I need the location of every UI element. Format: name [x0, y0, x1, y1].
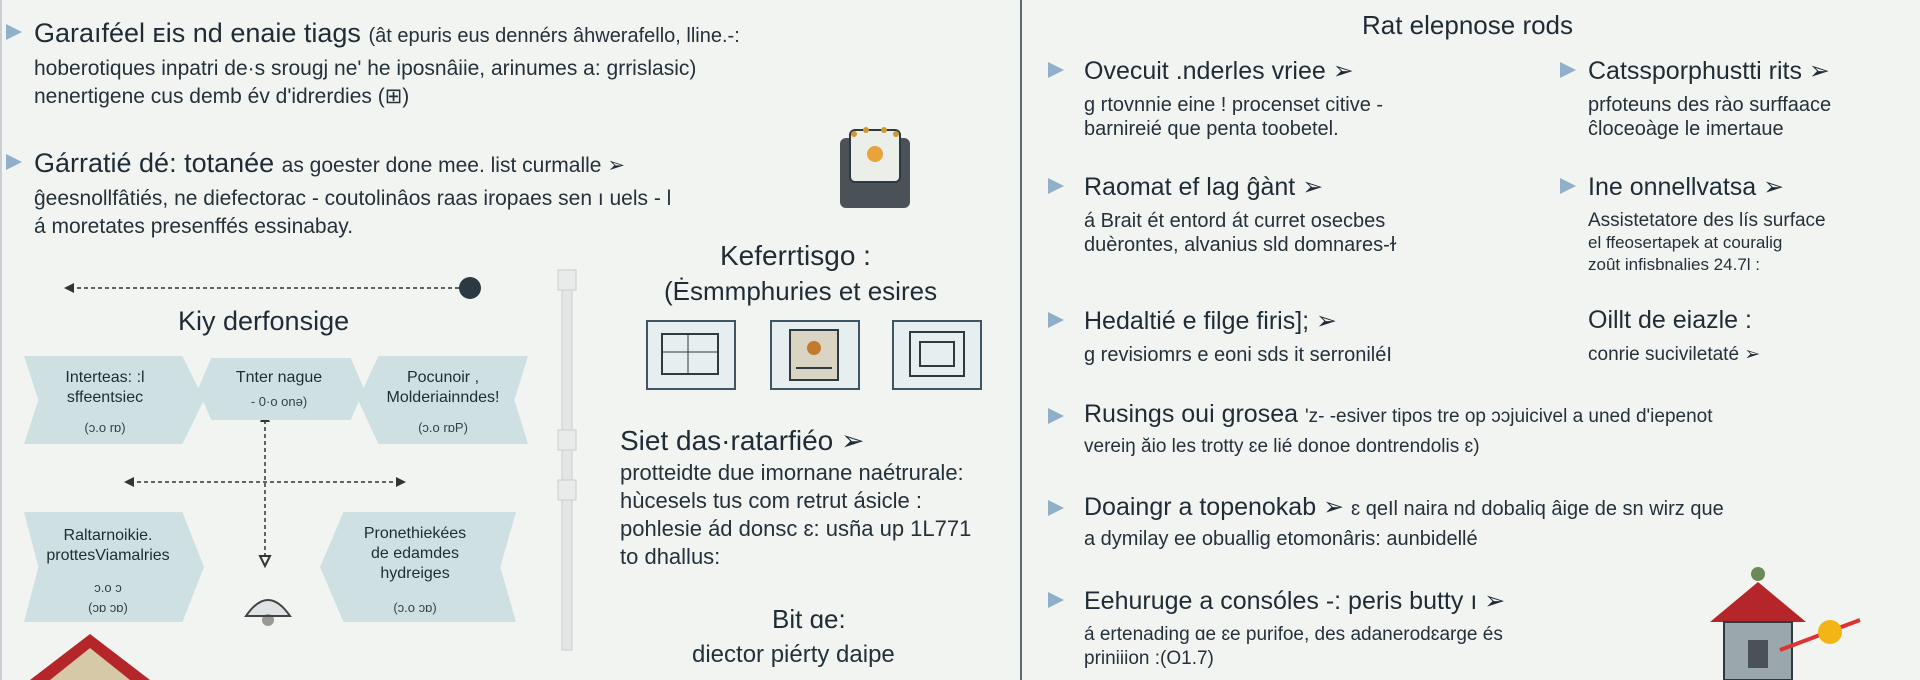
right-title: Rat elepnose rods [1362, 10, 1574, 40]
diagram-title: Kiy derfonsige [178, 306, 350, 336]
right-item-2-line-1: prfoteuns des rào surffaace [1588, 94, 1832, 116]
left-block1-line-1: hoberotiques inpatri de·s srougj ne' he iposnâiie, arinumes a: grrislasic) [34, 57, 697, 80]
bullet-flag-icon [1048, 178, 1066, 192]
right-item-7-heading: Rusings oui grosea 'z- -esiver tipos tre op ɔɔjuicivel a uned d'iepenot [1084, 400, 1713, 428]
pillar-decoration [548, 260, 588, 660]
diagram-box-3-sub: (ɔ.o rɒP) [418, 420, 468, 435]
schematic-icon-3 [892, 320, 982, 390]
schematic-icon-1 [646, 320, 736, 390]
right-item-8-heading: Doaingr a topenokab ➢ ɛ qeIl naira nd dobaliq âige de sn wirz que [1084, 493, 1724, 521]
left-block2-heading: Gárratié dé: totanée as goester done mee. list curmalle ➢ [34, 148, 625, 178]
schematic-icon-2 [770, 320, 860, 390]
diagram-box-5-sub: (ɔ.o ɔɒ) [393, 600, 437, 615]
right-item-8-heading-tail: ɛ qeIl naira nd dobaliq âige de sn wirz que [1350, 498, 1724, 520]
diagram-box-4-label: Raltarnoikie. prottesViamalries [46, 527, 170, 564]
left-block2-line-2: á moretates presenffés essinabay. [34, 215, 354, 238]
siet-line-1: protteidte due imornane naétrurale: [620, 460, 964, 485]
bullet-flag-icon [1048, 408, 1066, 422]
siet-line-4: to dhallus: [620, 544, 721, 569]
right-item-3-line-1: á Brait ét entord át curret osecbes [1084, 210, 1386, 232]
right-item-4-heading: Ine onnellvatsa ➢ [1588, 173, 1785, 201]
left-divider [1020, 0, 1022, 680]
bullet-flag-icon [1048, 592, 1066, 606]
right-item-7-line-1: vereiŋ ăio les trotty ɛe lié donoe dontrendolis ɛ) [1084, 436, 1480, 457]
right-item-6-heading: Oillt de eiazle : [1588, 306, 1752, 334]
birdhouse-icon [1690, 560, 1870, 680]
diagram-box-1-sub: (ɔ.o rɒ) [84, 420, 126, 435]
house-roof-icon [30, 630, 150, 680]
bullet-flag-icon [6, 24, 24, 38]
kef-subtitle: (Ėsmmphuries et esires [664, 276, 938, 306]
right-item-2-line-2: ĉloceoàge le imertaue [1588, 118, 1784, 140]
right-item-3-heading: Raomat ef lag ĝànt ➢ [1084, 173, 1324, 201]
top-left-divider [0, 0, 2, 680]
diagram-box-2-sub: - 0·o onə) [250, 394, 308, 409]
right-item-9-line-2: priniiion :(O1.7) [1084, 648, 1214, 669]
kiosk-icon [830, 120, 920, 220]
bullet-flag-icon [1560, 62, 1578, 76]
right-item-4-line-3: zoût infisbnalies 24.7l : [1588, 255, 1760, 274]
siet-line-2: hùcesels tus com retrut ásicle : [620, 488, 923, 513]
right-item-1-line-2: barnireié que penta toobetel. [1084, 118, 1339, 140]
right-item-3-line-2: duèrontes, alvanius sld domnares-ɫ [1084, 234, 1397, 256]
diagram-box-3-label: Pocunoir , Molderiainndes! [386, 369, 500, 406]
left-block2-line-1: ĝeesnollfâtiés, ne diefectorac - coutolinâos raas iropaes sen ı uels - l [34, 187, 672, 210]
diagram-box-1-label: Interteas: :l sffeentsiec [65, 369, 145, 406]
left-block1-heading-tail: (ât epuris eus dennérs âhwerafello, lline.-: [368, 25, 740, 47]
right-item-1-line-1: g rtovnnie eine ! procenset citive - [1084, 94, 1384, 116]
bit-title: Bit ɑe: [772, 604, 846, 634]
right-item-4-line-1: Assistetatore des lís surface [1588, 210, 1826, 231]
diagram-box-5-label: Pronethiekées de edamdes hydreiges [363, 525, 467, 582]
siet-heading: Siet das·ratarfiéo ➢ [620, 425, 865, 456]
right-item-9-line-1: á ertenading ɑe ɛe purifoe, des adanerodɛarge és [1084, 624, 1503, 645]
right-item-5-line-1: g revisiomrs e eoni sds it serroniléI [1084, 344, 1392, 366]
diagram-box-4-sub: ɔ.o ɔ (ɔɒ ɔɒ) [88, 580, 128, 615]
bullet-flag-icon [1048, 500, 1066, 514]
left-block1-heading: Garaıféel ᴇis nd enaie tiags (ât epuris eus dennérs âhwerafello, lline.-: [34, 18, 740, 48]
kef-title: Keferrtisgo : [720, 240, 871, 271]
diagram-box-2-label: Tnter nague [235, 369, 323, 386]
left-block1-line-2: nenertigene cus demb év d'idrerdies (⊞) [34, 85, 410, 108]
lamp-icon [238, 580, 298, 630]
bullet-flag-icon [1560, 178, 1578, 192]
right-item-9-heading: Eehuruge a consóles -: peris butty ı ➢ [1084, 587, 1506, 615]
bullet-flag-icon [6, 154, 24, 168]
right-item-5-heading: Hedaltié e filge firis]; ➢ [1084, 307, 1337, 335]
right-item-6-line-1: conrie suciviletaté ➢ [1588, 344, 1761, 365]
right-item-1-heading: Ovecuit .nderles vriee ➢ [1084, 57, 1354, 85]
right-item-8-line-1: a dymilay ee obuallig etomonâris: aunbidellé [1084, 528, 1478, 550]
bullet-flag-icon [1048, 312, 1066, 326]
bullet-flag-icon [1048, 62, 1066, 76]
right-item-4-line-2: el ffeosertapek at couralig [1588, 233, 1783, 252]
siet-line-3: pohlesie ád donsc ɛ: usña up 1L771 [620, 516, 972, 541]
bit-subtitle: diector piérty daipe [692, 641, 895, 668]
right-item-7-heading-tail: 'z- -esiver tipos tre op ɔɔjuicivel a uned d'iepenot [1304, 406, 1713, 427]
left-block2-heading-tail: as goester done mee. list curmalle ➢ [281, 154, 625, 177]
right-item-2-heading: Catssporphustti rits ➢ [1588, 57, 1830, 85]
